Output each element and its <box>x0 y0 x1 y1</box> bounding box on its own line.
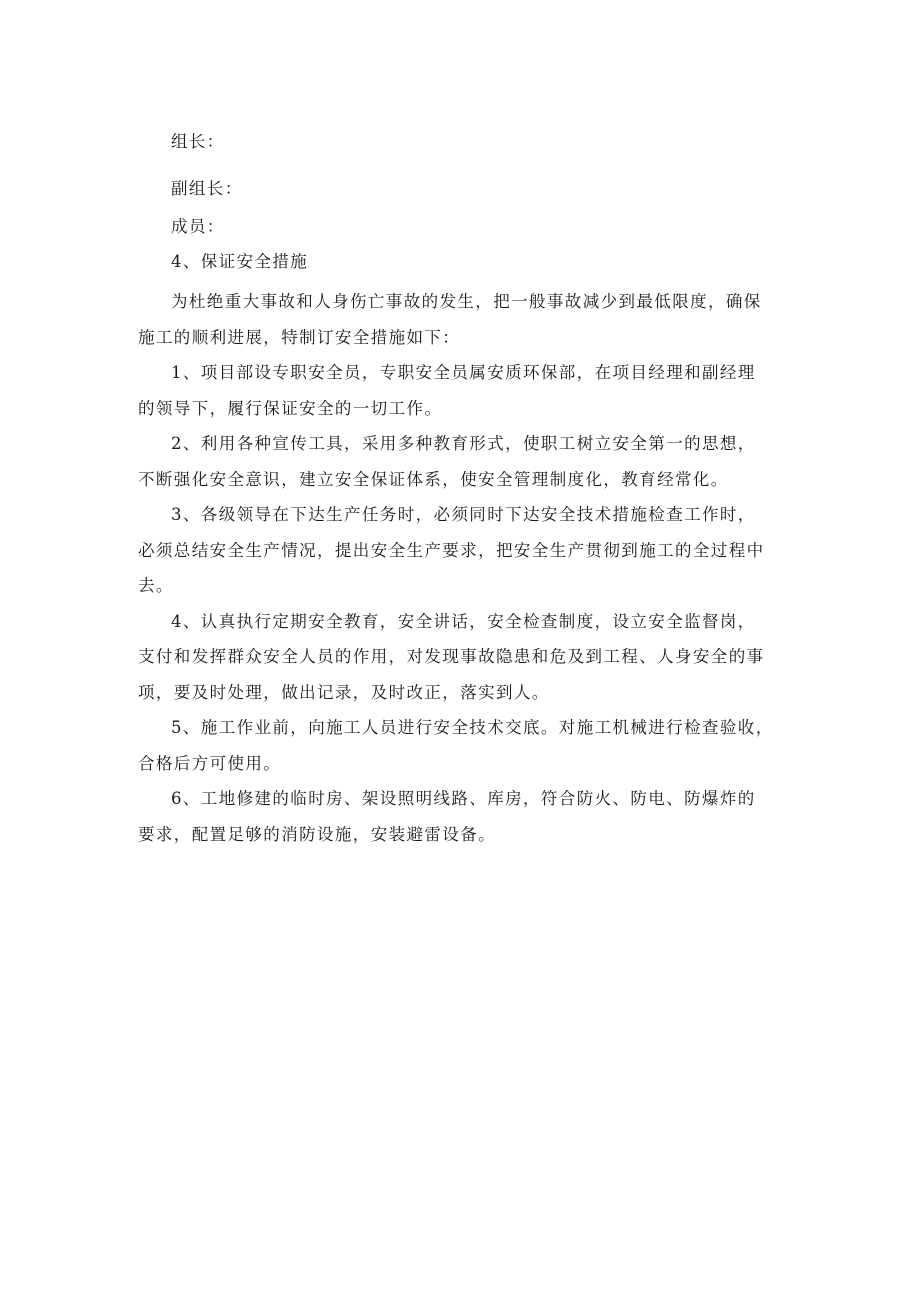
measure-line: 要求，配置足够的消防设施，安装避雷设备。 <box>138 824 496 844</box>
measure-line: 必须总结安全生产情况，提出安全生产要求，把安全生产贯彻到施工的全过程中 <box>138 540 765 560</box>
leader-label: 组长： <box>171 132 225 151</box>
intro-line: 施工的顺利进展，特制订安全措施如下： <box>138 327 461 347</box>
measure-line: 去。 <box>138 576 174 595</box>
intro-line: 为杜绝重大事故和人身伤亡事故的发生，把一般事故减少到最低限度，确保 <box>171 292 762 311</box>
measure-line: 6、工地修建的临时房、架设照明线路、库房，符合防火、防电、防爆炸的 <box>171 789 756 808</box>
document-body <box>138 124 790 852</box>
section-title: 4、保证安全措施 <box>171 252 309 271</box>
measure-line: 合格后方可使用。 <box>138 753 282 773</box>
measure-line: 5、施工作业前，向施工人员进行安全技术交底。对施工机械进行检查验收， <box>171 718 774 737</box>
measure-line: 3、各级领导在下达生产任务时，必须同时下达安全技术措施检查工作时， <box>171 505 756 524</box>
intro-paragraph <box>138 284 790 355</box>
measure-line: 项，要及时处理，做出记录，及时改正，落实到人。 <box>138 682 550 702</box>
deputy-leader-label: 副组长： <box>171 179 243 198</box>
measure-line: 2、利用各种宣传工具，采用多种教育形式，使职工树立安全第一的思想， <box>171 434 756 453</box>
measure-item-6 <box>138 781 790 852</box>
measure-item-3 <box>138 497 790 604</box>
measure-line: 支付和发挥群众安全人员的作用，对发现事故隐患和危及到工程、人身安全的事 <box>138 647 765 666</box>
members-label: 成员： <box>171 217 225 236</box>
measure-line: 不断强化安全意识，建立安全保证体系，使安全管理制度化，教育经常化。 <box>138 469 729 489</box>
measure-item-5 <box>138 710 790 781</box>
measure-item-4 <box>138 604 790 711</box>
measure-item-1 <box>138 355 790 426</box>
measure-line: 4、认真执行定期安全教育，安全讲话，安全检查制度，设立安全监督岗， <box>171 611 756 631</box>
measure-line: 的领导下，履行保证安全的一切工作。 <box>138 398 443 418</box>
measure-line: 1、项目部设专职安全员，专职安全员属安质环保部，在项目经理和副经理 <box>171 363 756 382</box>
measure-item-2 <box>138 426 790 497</box>
